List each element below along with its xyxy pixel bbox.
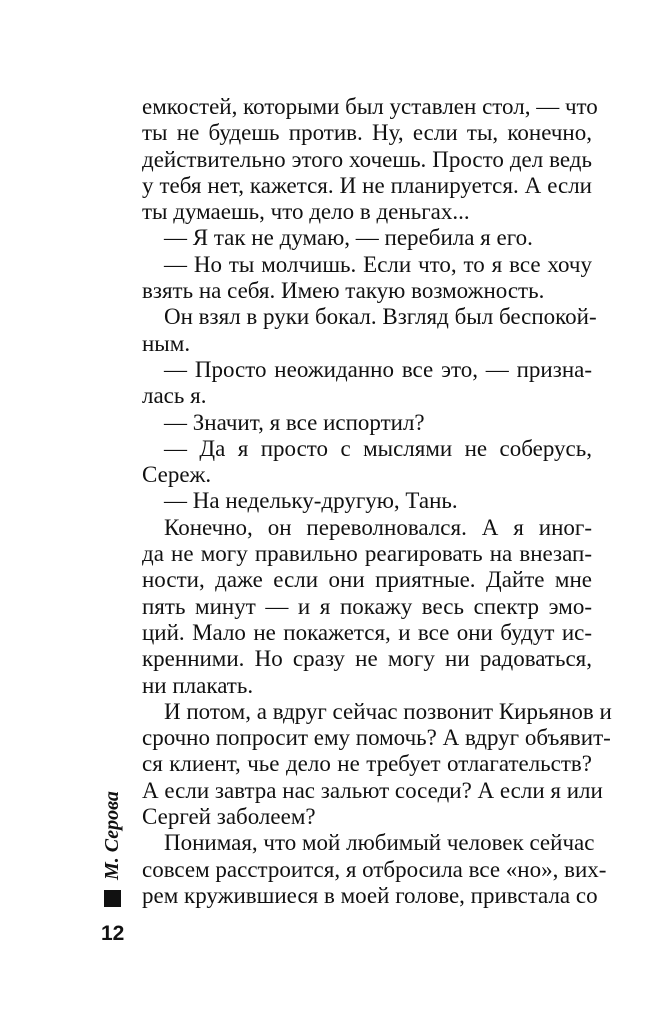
text-line: ности, даже если они приятные. Дайте мне xyxy=(142,567,592,593)
body-text xyxy=(142,94,612,909)
text-line: — Значит, я все испортил? xyxy=(164,409,425,435)
text-line: срочно попросит ему помочь? А вдруг объявит- xyxy=(142,725,611,751)
page-number: 12 xyxy=(101,922,125,945)
text-line: — Я так не думаю, — перебила я его. xyxy=(164,225,533,251)
text-line: Конечно, он переволновался. А я иног- xyxy=(164,514,592,540)
text-line: — Просто неожиданно все это, — призна- xyxy=(164,356,592,382)
running-author xyxy=(100,790,126,880)
text-line: — На недельку-другую, Тань. xyxy=(164,488,458,514)
text-line: емкостей, которыми был уставлен стол, — что xyxy=(142,94,598,119)
text-line: действительно этого хочешь. Просто дел ведь xyxy=(142,146,592,172)
text-line: ни плакать. xyxy=(142,672,254,698)
text-line: ным. xyxy=(142,330,191,356)
text-line: пять минут — и я покажу весь спектр эмо- xyxy=(142,593,592,619)
text-line: Он взял в руки бокал. Взгляд был беспокой- xyxy=(164,304,597,330)
text-line: совсем расстроится, я отбросила все «но», вих- xyxy=(142,856,607,882)
text-line: Сереж. xyxy=(142,462,212,488)
text-line: — Да я просто с мыслями не соберусь, xyxy=(164,435,592,461)
text-line: Сергей заболеем? xyxy=(142,804,316,830)
text-line: ты думаешь, что дело в деньгах... xyxy=(142,199,470,225)
text-line: — Но ты молчишь. Если что, то я все хочу xyxy=(164,251,592,277)
text-line: взять на себя. Имею такую возможность. xyxy=(142,278,545,304)
text-line: у тебя нет, кажется. И не планируется. А если xyxy=(142,172,592,198)
text-line: ты не будешь против. Ну, если ты, конечно, xyxy=(142,120,592,146)
square-marker-icon xyxy=(104,890,121,907)
text-line: Понимая, что мой любимый человек сейчас xyxy=(164,830,595,856)
text-line: лась я. xyxy=(142,383,207,409)
text-line: да не могу правильно реагировать на внезап- xyxy=(142,541,592,567)
text-line: ций. Мало не покажется, и все они будут ис- xyxy=(142,619,592,645)
text-line: ся клиент, чье дело не требует отлагательств? xyxy=(142,751,592,777)
text-line: кренними. Но сразу не могу ни радоваться, xyxy=(142,646,592,672)
text-line: И потом, а вдруг сейчас позвонит Кирьянов и xyxy=(164,698,612,724)
text-line: рем кружившиеся в моей голове, привстала со xyxy=(142,882,598,908)
author-name: М. Серова xyxy=(101,791,123,880)
text-line: А если завтра нас зальют соседи? А если я или xyxy=(142,777,603,803)
